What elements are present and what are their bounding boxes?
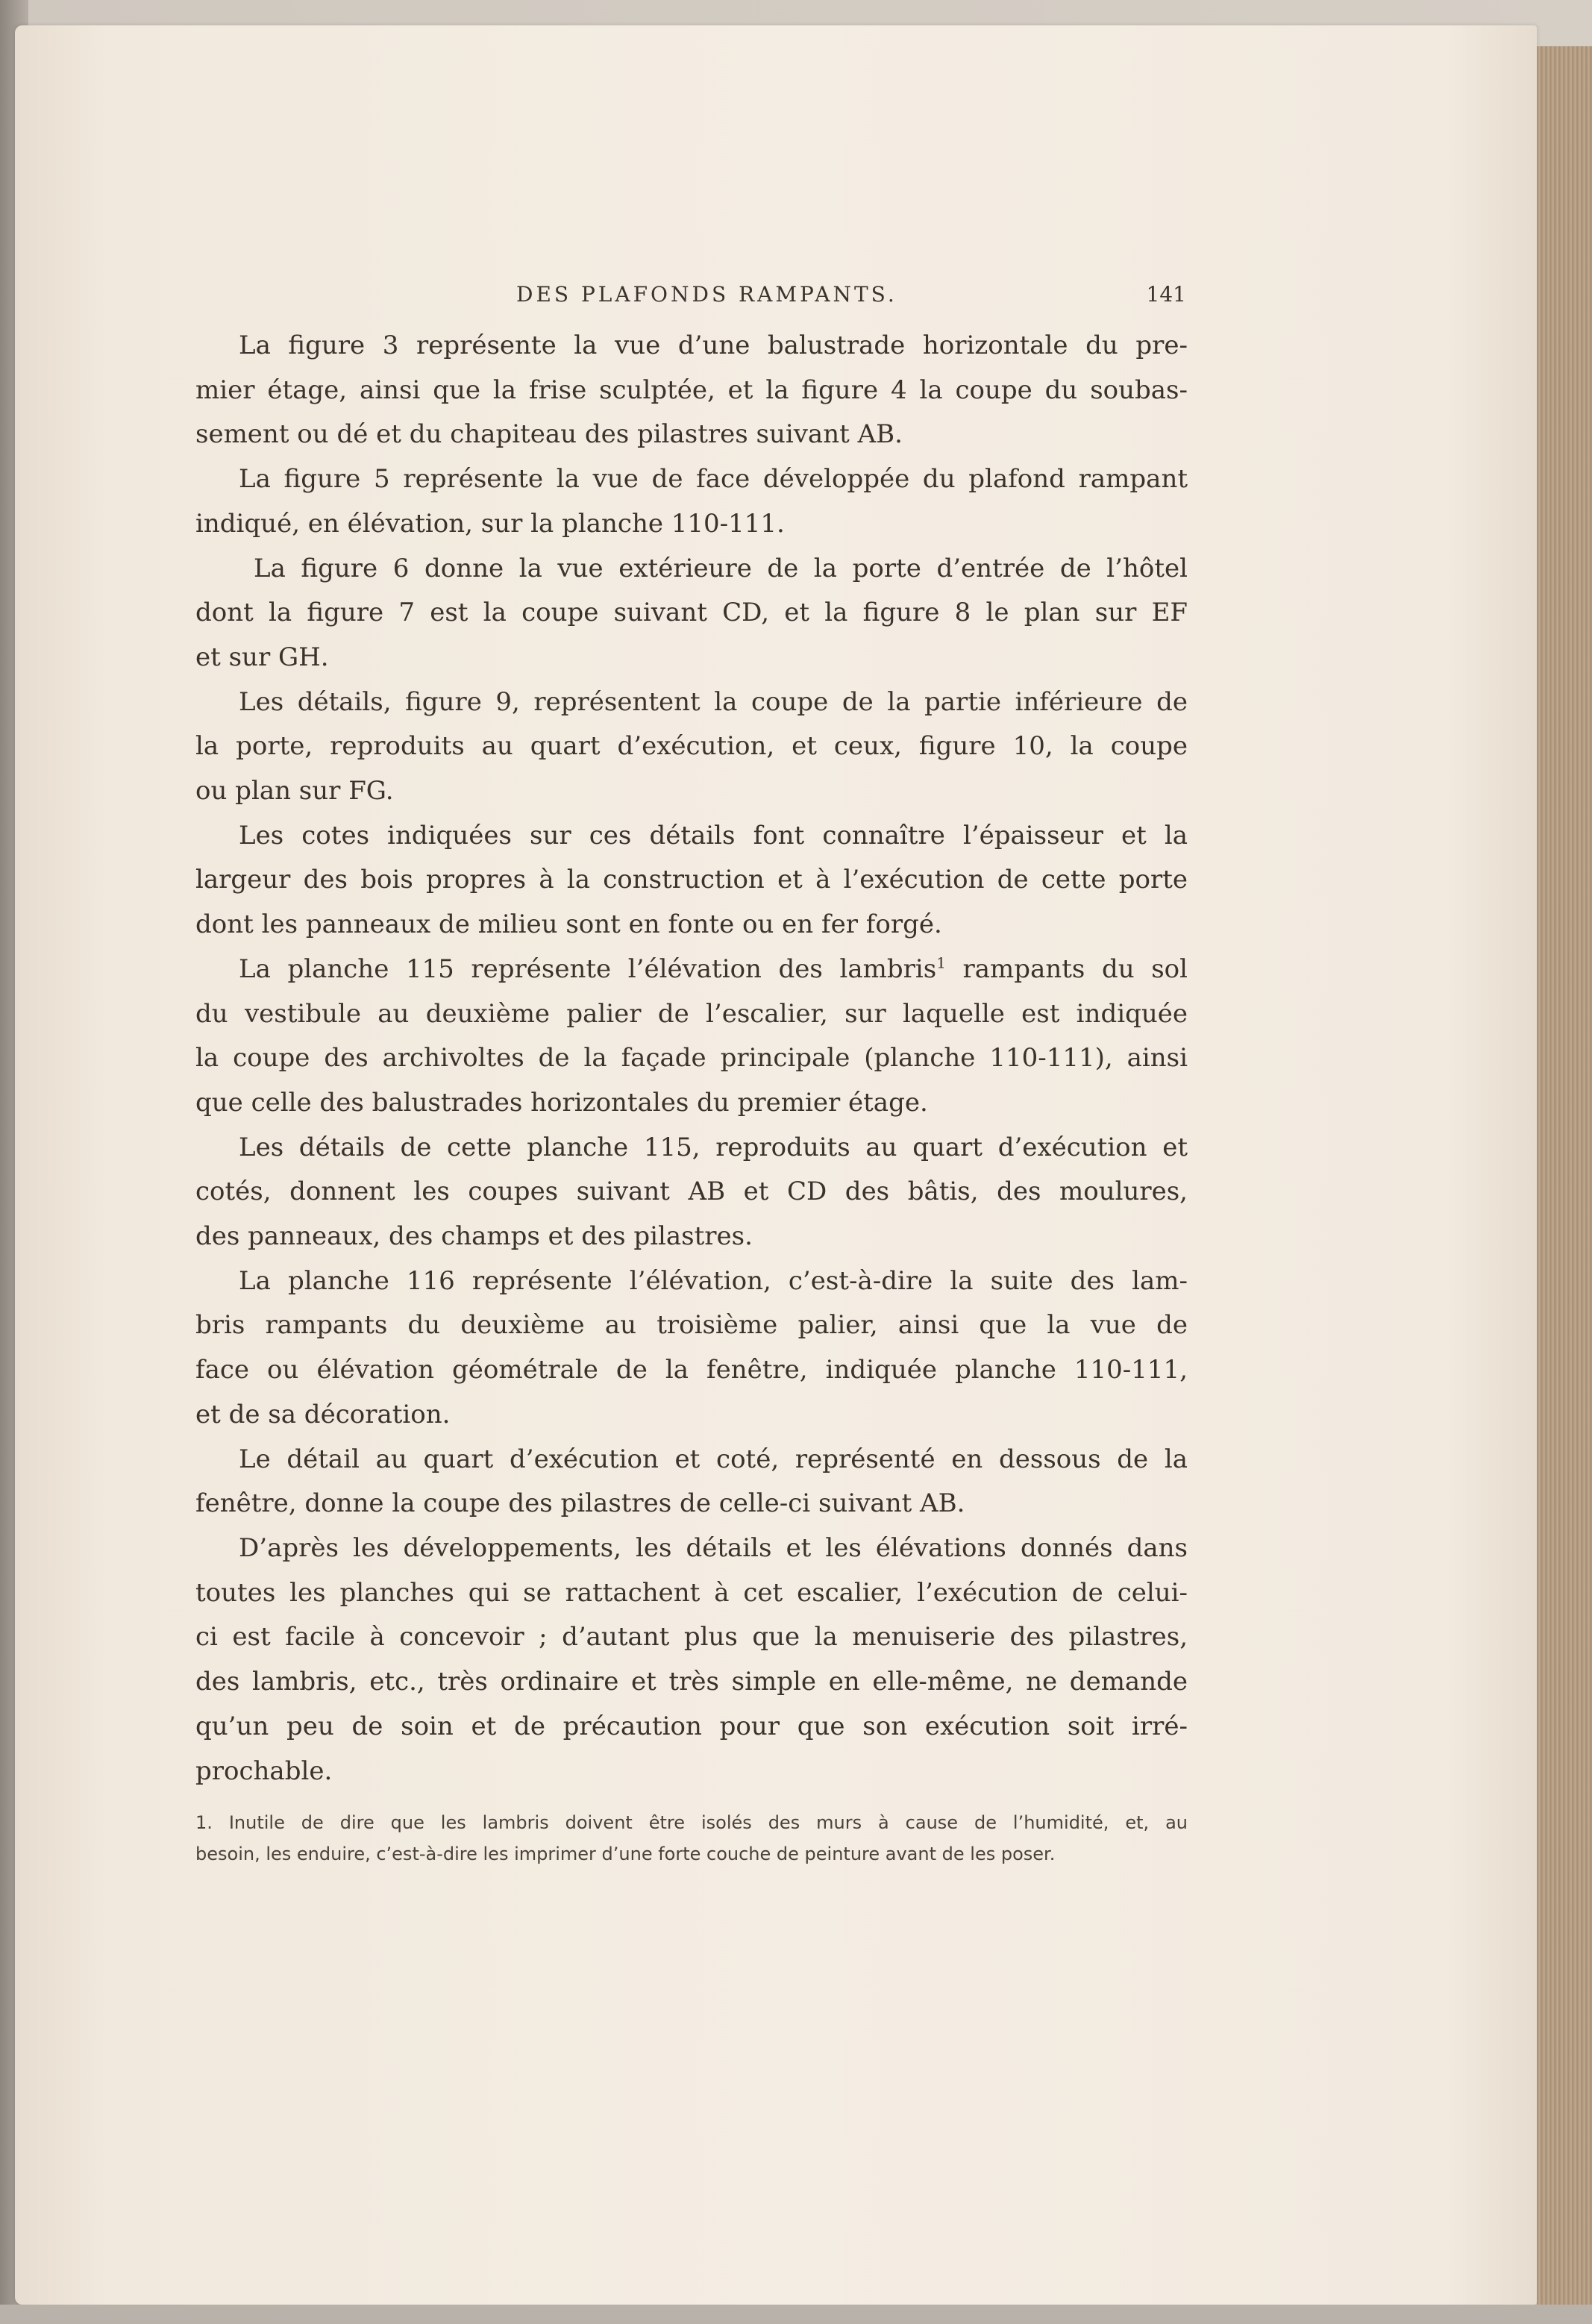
paragraph xyxy=(195,1526,1188,1794)
text-line: Le détail au quart d’exécution et coté, représenté en dessous de la xyxy=(239,1444,1188,1474)
footnote-line: besoin, les enduire, c’est-à-dire les imprimer d’une forte couche de peinture avant de les poser. xyxy=(195,1844,1056,1865)
paragraph xyxy=(195,1126,1188,1259)
text-line: sement ou dé et du chapiteau des pilastres suivant AB. xyxy=(195,419,903,450)
text-line xyxy=(195,948,1188,992)
text-line: que celle des balustrades horizontales du premier étage. xyxy=(195,1087,928,1118)
footnote xyxy=(195,1807,1188,1870)
paragraph xyxy=(195,457,1188,546)
text-line: dont la figure 7 est la coupe suivant CD, et la figure 8 le plan sur EF xyxy=(195,598,1188,628)
page-number: 141 xyxy=(1146,282,1186,307)
text-line: qu’un peu de soin et de précaution pour que son exécution soit irré- xyxy=(195,1711,1188,1741)
text-line: du vestibule au deuxième palier de l’escalier, sur laquelle est indiquée xyxy=(195,998,1188,1029)
text-line: face ou élévation géométrale de la fenêtre, indiquée planche 110-111, xyxy=(195,1355,1188,1385)
text-line: la coupe des archivoltes de la façade principale (planche 110-111), ainsi xyxy=(195,1043,1188,1074)
text-line: toutes les planches qui se rattachent à cet escalier, l’exécution de celui- xyxy=(195,1577,1188,1608)
text-line: Les cotes indiquées sur ces détails font connaître l’épaisseur et la xyxy=(239,820,1188,851)
paragraph xyxy=(195,680,1188,814)
text-line: indiqué, en élévation, sur la planche 110-111. xyxy=(195,508,785,539)
scanner-bed-strip xyxy=(0,2305,1592,2324)
text-line: D’après les développements, les détails et les élévations donnés dans xyxy=(239,1532,1188,1563)
text-line: La figure 6 donne la vue extérieure de la porte d’entrée de l’hôtel xyxy=(254,553,1188,583)
paragraph xyxy=(195,1438,1188,1526)
text-line: prochable. xyxy=(195,1755,333,1786)
footnote-line: 1. Inutile de dire que les lambris doivent être isolés des murs à cause de l’humidité, et, au xyxy=(195,1812,1188,1834)
text-line: Les détails, figure 9, représentent la coupe de la partie inférieure de xyxy=(239,686,1188,717)
text-line: ou plan sur FG. xyxy=(195,776,394,806)
paragraph xyxy=(195,547,1188,680)
page-stack-edge xyxy=(1537,46,1592,2307)
text-line: La figure 5 représente la vue de face développée du plafond rampant xyxy=(239,464,1188,495)
text-line: cotés, donnent les coupes suivant AB et CD des bâtis, des moulures, xyxy=(195,1177,1188,1207)
text-line: mier étage, ainsi que la frise sculptée, et la figure 4 la coupe du soubas- xyxy=(195,375,1188,405)
text-line: largeur des bois propres à la construction et à l’exécution de cette porte xyxy=(195,865,1188,895)
text-segment: rampants du sol xyxy=(945,953,1188,984)
text-line: et de sa décoration. xyxy=(195,1399,451,1429)
paragraph xyxy=(195,324,1188,457)
text-line: bris rampants du deuxième au troisième palier, ainsi que la vue de xyxy=(195,1310,1188,1341)
text-line: Les détails de cette planche 115, reproduits au quart d’exécution et xyxy=(239,1132,1188,1162)
text-line: La figure 3 représente la vue d’une balustrade horizontale du pre- xyxy=(239,331,1188,360)
text-line: des panneaux, des champs et des pilastres. xyxy=(195,1221,753,1252)
running-head-title: DES PLAFONDS RAMPANTS. xyxy=(516,282,897,307)
footnote-reference: 1 xyxy=(936,953,946,972)
text-line: des lambris, etc., très ordinaire et très simple en elle-même, ne demande xyxy=(195,1667,1188,1697)
text-line: fenêtre, donne la coupe des pilastres de celle-ci suivant AB. xyxy=(195,1488,965,1519)
paragraph xyxy=(195,948,1188,1126)
paragraph xyxy=(195,1259,1188,1438)
text-line: La planche 116 représente l’élévation, c’est-à-dire la suite des lam- xyxy=(239,1265,1188,1296)
text-segment: La planche 115 représente l’élévation des lambris xyxy=(239,953,937,984)
text-line: la porte, reproduits au quart d’exécution, et ceux, figure 10, la coupe xyxy=(195,731,1188,762)
paragraph xyxy=(195,814,1188,948)
text-line: et sur GH. xyxy=(195,642,329,672)
running-head xyxy=(195,276,1188,313)
text-line: dont les panneaux de milieu sont en fonte ou en fer forgé. xyxy=(195,909,942,940)
page-text-block xyxy=(195,276,1188,1870)
text-line: ci est facile à concevoir ; d’autant plus que la menuiserie des pilastres, xyxy=(195,1622,1188,1653)
